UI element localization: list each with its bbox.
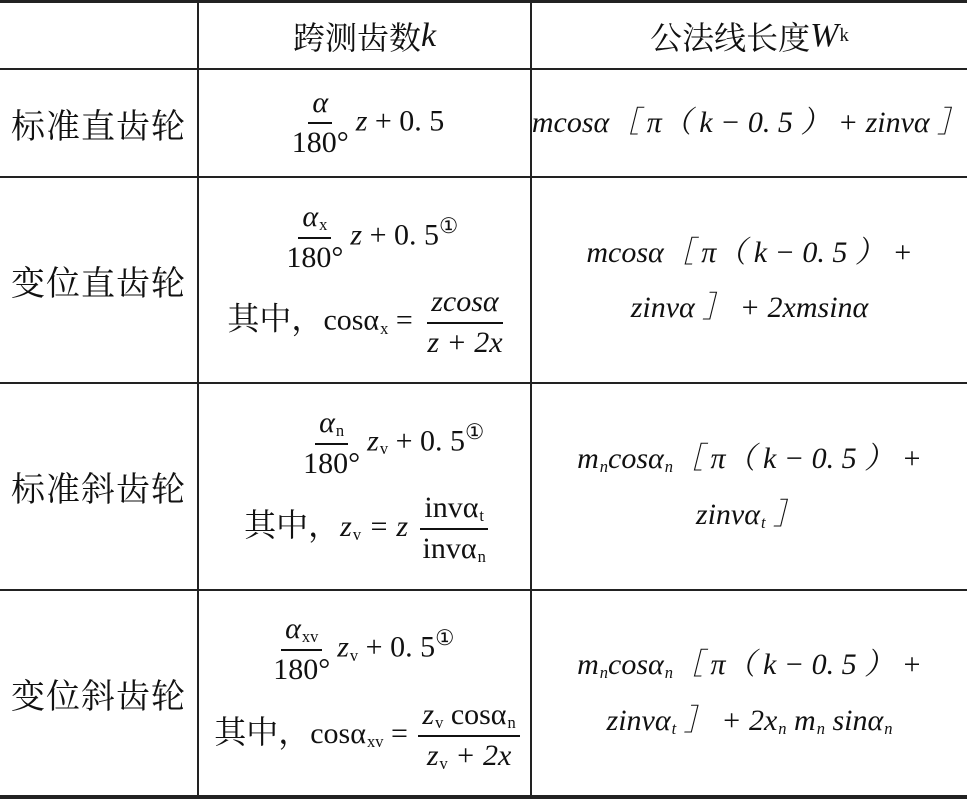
m-sub: n bbox=[599, 663, 609, 683]
w-line-1: mcosα［ π（ k − 0. 5 ） + bbox=[586, 235, 913, 269]
row-label-standard-helical bbox=[0, 384, 197, 589]
cos: cosα bbox=[608, 441, 664, 475]
row-label-profile-shifted-spur bbox=[0, 178, 197, 382]
zinv: zinvα bbox=[695, 497, 760, 531]
w-line-1: mcosα［ π（ k − 0. 5 ） + zinvα ］ bbox=[531, 106, 967, 140]
m: m bbox=[786, 704, 816, 737]
zinv-sub: t bbox=[671, 719, 677, 739]
num-cos: cosα bbox=[443, 697, 507, 731]
num-cos-sub: n bbox=[507, 712, 516, 732]
fraction-den: z + 2x bbox=[427, 325, 503, 359]
z-var: z bbox=[367, 424, 379, 458]
alpha: α bbox=[319, 405, 335, 439]
w-line-1 bbox=[577, 646, 922, 684]
zinv: zinvα bbox=[606, 704, 671, 737]
den-z-sub: v bbox=[439, 753, 448, 773]
z-sub: v bbox=[349, 645, 359, 665]
w-formula-profile-shifted-helical bbox=[532, 591, 967, 795]
cos-sub: n bbox=[664, 456, 674, 476]
header-w-symbol: W bbox=[810, 16, 839, 54]
k-tail: + 0. 5 bbox=[367, 103, 445, 137]
header-span-count-text: 跨测齿数 bbox=[292, 18, 421, 57]
k-expression bbox=[296, 406, 484, 482]
zinv-sub: t bbox=[760, 512, 766, 532]
k-formula-profile-shifted-helical bbox=[199, 591, 530, 795]
cos-sub: n bbox=[664, 663, 674, 683]
equals: = bbox=[388, 303, 421, 337]
z-var: z bbox=[350, 218, 363, 252]
fraction-den: invα bbox=[422, 532, 477, 566]
row-label-text: 变位斜齿轮 bbox=[11, 676, 186, 717]
fraction bbox=[419, 491, 490, 567]
where-clause bbox=[227, 285, 509, 360]
fraction-den: 180° bbox=[303, 446, 361, 480]
fraction bbox=[269, 612, 334, 688]
z-sub: v bbox=[379, 439, 389, 459]
fraction-den: 180° bbox=[273, 653, 331, 687]
equals: = bbox=[383, 716, 416, 750]
cos: cosα bbox=[608, 648, 664, 682]
where-lhs: cosα bbox=[323, 303, 380, 337]
sin: sinα bbox=[824, 704, 884, 737]
fraction-num: zcosα bbox=[427, 285, 502, 324]
alpha-sub: x bbox=[319, 214, 328, 234]
row-label-profile-shifted-helical bbox=[0, 591, 197, 795]
row-label-standard-spur bbox=[0, 70, 197, 176]
row-label-text: 标准直齿轮 bbox=[11, 106, 186, 147]
where-lhs: cosα bbox=[310, 716, 366, 750]
k-tail: + 0. 5 bbox=[388, 424, 466, 458]
header-w-sub: k bbox=[839, 24, 849, 46]
z-var: z bbox=[337, 630, 349, 664]
w-line-2 bbox=[696, 496, 803, 534]
header-base-tangent-text: 公法线长度 bbox=[650, 18, 811, 57]
w-formula-standard-spur bbox=[532, 70, 967, 176]
alpha-sub: xv bbox=[301, 627, 319, 647]
fraction bbox=[423, 285, 506, 360]
fraction-num: α bbox=[308, 86, 332, 125]
x-sub: n bbox=[778, 719, 787, 739]
num-z-sub: v bbox=[435, 712, 444, 732]
alpha: α bbox=[302, 199, 319, 233]
where-lhs-sub: x bbox=[380, 318, 389, 338]
k-tail: + 0. 5 bbox=[358, 630, 436, 664]
den-tail: + 2x bbox=[447, 738, 512, 772]
fraction bbox=[282, 200, 347, 276]
where-prefix: 其中， bbox=[244, 506, 341, 545]
z-var: z bbox=[355, 103, 368, 137]
m: m bbox=[577, 648, 599, 682]
where-lhs-sub: xv bbox=[366, 731, 384, 751]
row-label-text: 变位直齿轮 bbox=[11, 263, 186, 304]
where-lhs-sub: v bbox=[352, 525, 362, 545]
fraction-den: 180° bbox=[286, 240, 344, 274]
header-span-count bbox=[199, 3, 530, 68]
where-clause bbox=[214, 698, 523, 774]
sin-sub: n bbox=[884, 719, 893, 739]
m: m bbox=[577, 441, 599, 475]
where-clause bbox=[244, 491, 493, 567]
w-line-2: zinvα ］ + 2xmsinα bbox=[630, 291, 869, 324]
header-base-tangent-length bbox=[532, 3, 967, 68]
k-formula-profile-shifted-spur bbox=[199, 178, 530, 382]
fraction bbox=[299, 406, 364, 482]
w-line-2 bbox=[607, 702, 893, 740]
bracket-expr: ［ π（ k − 0. 5 ） + bbox=[673, 648, 922, 682]
header-k-symbol: k bbox=[420, 16, 437, 54]
m-sub: n bbox=[599, 456, 609, 476]
fraction-den-sub: n bbox=[477, 547, 486, 567]
where-lhs: z bbox=[340, 510, 352, 544]
where-prefix: 其中， bbox=[214, 712, 311, 751]
k-formula-standard-helical bbox=[199, 384, 530, 589]
m-sub: n bbox=[816, 719, 825, 739]
num-z: z bbox=[422, 697, 435, 731]
w-line-1 bbox=[577, 440, 922, 478]
alpha: α bbox=[285, 612, 301, 646]
plus-2x: ］ + 2x bbox=[676, 704, 778, 737]
w-formula-standard-helical bbox=[532, 384, 967, 589]
k-formula-standard-spur bbox=[199, 70, 530, 176]
w-formula-profile-shifted-spur bbox=[532, 178, 967, 382]
footnote-marker: ① bbox=[435, 625, 455, 650]
fraction bbox=[288, 86, 353, 161]
equals: = z bbox=[361, 510, 416, 544]
fraction bbox=[418, 698, 519, 774]
fraction-num: invα bbox=[424, 491, 479, 525]
row-label-text: 标准斜齿轮 bbox=[11, 470, 186, 510]
close-bracket: ］ bbox=[765, 497, 804, 531]
fraction-num-sub: t bbox=[479, 506, 485, 526]
footnote-marker: ① bbox=[439, 213, 459, 238]
table-bottom-border bbox=[0, 795, 967, 799]
alpha-sub: n bbox=[335, 420, 345, 440]
footnote-marker: ① bbox=[465, 419, 485, 444]
den-z: z bbox=[426, 738, 439, 772]
fraction-den: 180° bbox=[291, 126, 349, 159]
where-prefix: 其中， bbox=[227, 299, 324, 338]
k-expression bbox=[266, 612, 454, 688]
k-tail: + 0. 5 bbox=[362, 218, 440, 252]
k-expression bbox=[279, 200, 458, 276]
bracket-expr: ［ π（ k − 0. 5 ） + bbox=[673, 441, 922, 475]
